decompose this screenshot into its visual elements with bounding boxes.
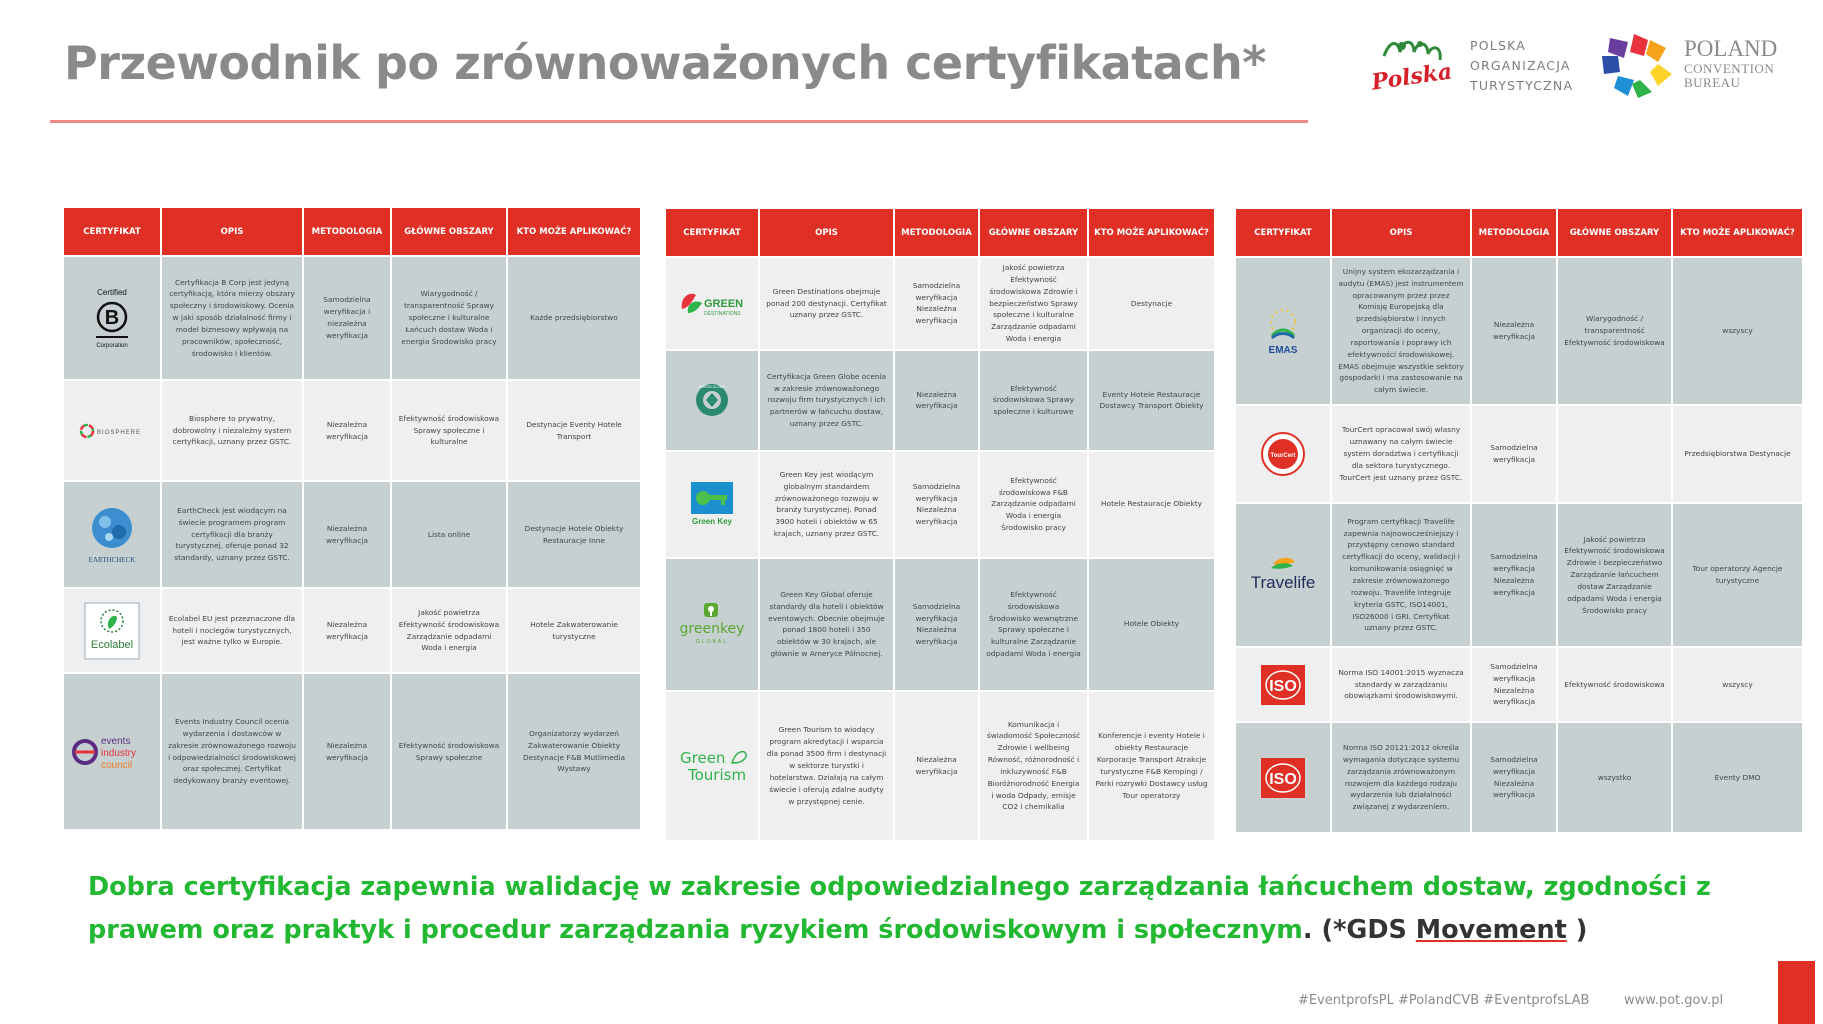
header-obszary: GŁÓWNE OBSZARY: [979, 208, 1088, 257]
table-row: [665, 350, 1215, 451]
pcb-wordmark: [1684, 36, 1777, 90]
cert-kto: Hotele Zakwaterowanie turystyczne: [507, 588, 641, 673]
cert-metodologia: Samodzielna weryfikacja Niezależna weryfikacja: [894, 451, 979, 558]
cert-logo-cell: [63, 380, 161, 481]
gd-word-destinations: DESTINATIONS: [704, 311, 741, 318]
cert-kto: wszyscy: [1672, 647, 1803, 722]
table-row: [63, 380, 641, 481]
pot-line-1: POLSKA: [1470, 38, 1527, 53]
table-row: [665, 257, 1215, 350]
cert-opis: Green Tourism to wiodący program akredytacji i wsparcia dla ponad 3500 firm i destynacji w sektorze turystki i hotelarstwa. Działają na całym świecie i oferują zdalne audyty w przystępnej cenie.: [759, 691, 894, 841]
cert-opis: TourCert opracował swój własny uznawany na całym świecie system doradztwa i certyfikacji dla sektora turystycznego. TourCert jest uznany przez GSTC.: [1331, 405, 1471, 503]
statement-text: Dobra certyfikacja zapewnia walidację w zakresie odpowiedzialnego zarządzania łańcuchem dostaw, zgodności z prawem oraz praktyk i procedur zarządzania ryzykiem środowiskowym i społecznym: [88, 872, 1711, 945]
iso-wordmark: ISO: [1269, 677, 1297, 695]
pcb-line-3: BUREAU: [1684, 75, 1741, 90]
cert-metodologia: Samodzielna weryfikacja i niezależna weryfikacja: [303, 256, 391, 380]
b-corp-corporation-label: Corporation: [96, 343, 128, 349]
table-row: [1235, 257, 1803, 405]
cert-metodologia: Samodzielna weryfikacja Niezależna weryfikacja: [1471, 647, 1557, 722]
cert-opis: Certyfikacja Green Globe ocenia w zakresie zrównoważonego rozwoju firm turystycznych i ich partnerów w łańcuchu dostaw, uznany przez GSTC.: [759, 350, 894, 451]
cert-opis: Events Industry Council ocenia wydarzenia i dostawców w zakresie zrównoważonego rozwoju i odpowiedzialności środowiskowej oraz społecznej. Certyfikat dedykowany branży eventowej.: [161, 673, 303, 830]
iso-logo: [1260, 664, 1306, 706]
eic-logo: [71, 729, 153, 775]
cert-logo-cell: [665, 691, 759, 841]
cert-obszary: Wiarygodność / transparentność Sprawy społeczne i kulturalne Łańcuch dostaw Woda i energia Środowisko pracy: [391, 256, 507, 380]
cert-metodologia: Niezależna weryfikacja: [894, 350, 979, 451]
cert-kto: Każde przedsiębiorstwo: [507, 256, 641, 380]
travelife-logo: [1243, 554, 1323, 596]
header-opis: OPIS: [759, 208, 894, 257]
table-row: [63, 481, 641, 588]
cert-opis: Norma ISO 14001:2015 wyznacza standardy w zarządzaniu obowiązkami środowiskowymi.: [1331, 647, 1471, 722]
tourcert-wordmark: TourCert: [1270, 453, 1296, 459]
table-header-row: [665, 208, 1215, 257]
table-header-row: [63, 207, 641, 256]
cert-obszary: Efektywność środowiskowa Sprawy społeczne i kulturowe: [979, 350, 1088, 451]
emas-logo: [1258, 304, 1308, 358]
cert-obszary: Jakość powietrza Efektywność środowiskowa Zdrowie i bezpieczeństwo Zarządzanie łańcuchem dostaw Zarządzanie odpadami Woda i energia Środowisko pracy: [1557, 503, 1672, 647]
tourcert-logo: [1258, 429, 1308, 479]
emas-wordmark: EMAS: [1268, 345, 1298, 356]
cert-logo-cell: [1235, 405, 1331, 503]
pot-wordmark: [1470, 36, 1573, 96]
cert-kto: Przedsiębiorstwa Destynacje: [1672, 405, 1803, 503]
gt-word-tourism: Tourism: [688, 765, 747, 784]
cert-obszary: Efektywność środowiskowa Sprawy społeczne i kulturalne: [391, 380, 507, 481]
cert-metodologia: Niezależna weryfikacja: [303, 673, 391, 830]
cert-opis: Ecolabel EU jest przeznaczone dla hoteli i noclegów turystycznych, jest ważne tylko w Europie.: [161, 588, 303, 673]
gd-word-green: GREEN: [704, 298, 744, 311]
cert-logo-cell: [1235, 257, 1331, 405]
statement-source-suffix: ): [1566, 915, 1588, 945]
cert-kto: Hotele Obiekty: [1088, 558, 1215, 691]
table-row: [1235, 722, 1803, 833]
cert-kto: wszyscy: [1672, 257, 1803, 405]
cert-metodologia: Samodzielna weryfikacja: [1471, 405, 1557, 503]
cert-obszary: Jakość powietrza Efektywność środowiskowa Zdrowie i bezpieczeństwo Sprawy społeczne i kulturalne Zarządzanie odpadami Woda i energia: [979, 257, 1088, 350]
ecolabel-wordmark: Ecolabel: [90, 638, 134, 651]
header-metodologia: METODOLOGIA: [1471, 208, 1557, 257]
cert-kto: Destynacje: [1088, 257, 1215, 350]
cert-opis: Biosphere to prywatny, dobrowolny i niezależny system certyfikacji, uznany przez GSTC.: [161, 380, 303, 481]
green-destinations-logo: [674, 285, 750, 321]
cert-kto: Tour operatorzy Agencje turystyczne: [1672, 503, 1803, 647]
cert-kto: Hotele Restauracje Obiekty: [1088, 451, 1215, 558]
cert-opis: Certyfikacja B Corp jest jedyną certyfikacją, która mierzy obszary społeczny i środowiskowy. Ocenia w jaki sposób działalność firmy i model biznesowy wpływają na pracowników, społeczność, środowisko i klientów.: [161, 256, 303, 380]
table-row: [1235, 647, 1803, 722]
header-obszary: GŁÓWNE OBSZARY: [391, 207, 507, 256]
cert-obszary: Komunikacja i świadomość Społeczność Zdrowie i wellbeing Równość, różnorodność i inkluzywność F&B Bioróżnorodność Energia i woda Odpady, emisje CO2 i chemikalia: [979, 691, 1088, 841]
iso-logo: [1260, 757, 1306, 799]
biosphere-logo: [77, 421, 147, 441]
cert-logo-cell: [665, 350, 759, 451]
header-metodologia: METODOLOGIA: [303, 207, 391, 256]
cert-logo-cell: [665, 257, 759, 350]
pcb-line-2: CONVENTION: [1684, 61, 1775, 76]
cert-logo-cell: [665, 558, 759, 691]
cert-logo-cell: [63, 673, 161, 830]
header-metodologia: METODOLOGIA: [894, 208, 979, 257]
table-row: [1235, 405, 1803, 503]
corner-accent-bar: [1778, 961, 1815, 1024]
cert-kto: Konferencje i eventy Hotele i obiekty Restauracje Korporacje Transport Atrakcje turystyczne F&B Kempingi / Parki rozrywki Dostawcy usług Tour operatorzy: [1088, 691, 1215, 841]
table-row: [665, 451, 1215, 558]
statement-source-prefix: . (*GDS: [1302, 915, 1416, 945]
cert-obszary: [1557, 405, 1672, 503]
cert-kto: Destynacje Hotele Obiekty Restauracje Inne: [507, 481, 641, 588]
green-tourism-logo: [674, 745, 750, 787]
cert-obszary: Wiarygodność / transparentność Efektywność środowiskowa: [1557, 257, 1672, 405]
cert-obszary: Efektywność środowiskowa F&B Zarządzanie odpadami Woda i energia Środowisko pracy: [979, 451, 1088, 558]
green-globe-ring-text: GREEN GLOBE: [699, 385, 725, 390]
header-certyfikat: CERTYFIKAT: [1235, 208, 1331, 257]
earthcheck-wordmark: EARTHCHECK: [88, 555, 136, 564]
cert-obszary: Efektywność środowiskowa Sprawy społeczne: [391, 673, 507, 830]
table-row: [665, 558, 1215, 691]
pot-line-3: TURYSTYCZNA: [1470, 78, 1574, 93]
travelife-wordmark: Travelife: [1250, 573, 1316, 592]
page-title: Przewodnik po zrównoważonych certyfikatach*: [64, 36, 1266, 90]
header-obszary: GŁÓWNE OBSZARY: [1557, 208, 1672, 257]
cert-metodologia: Niezależna weryfikacja: [303, 380, 391, 481]
cert-opis: Unijny system ekozarządzania i audytu (EMAS) jest instrumentem opracowanym przez przez Komisję Europejską dla przedsiębiorstw i innych organizacji do oceny, raportowania i poprawy ich efektywności środowiskowej. EMAS obejmuje wszystkie sektory gospodarki i ma zastosowanie na całym świecie.: [1331, 257, 1471, 405]
cert-logo-cell: [63, 256, 161, 380]
cert-kto: Destynacje Eventy Hotele Transport: [507, 380, 641, 481]
table-row: [63, 588, 641, 673]
statement-source-link[interactable]: Movement: [1415, 915, 1567, 945]
cert-opis: Green Destinations obejmuje ponad 200 destynacji. Certyfikat uznany przez GSTC.: [759, 257, 894, 350]
b-corp-logo: [82, 283, 142, 353]
cert-opis: Norma ISO 20121:2012 określa wymagania dotyczące systemu zarządzania zrównoważonym rozwojem dla każdego rodzaju wydarzenia lub działalności związanej z wydarzeniem.: [1331, 722, 1471, 833]
b-corp-certified-label: Certified: [97, 288, 127, 297]
header-kto: KTO MOŻE APLIKOWAĆ?: [507, 207, 641, 256]
certificates-table-3: [1234, 207, 1804, 834]
cert-metodologia: Niezależna weryfikacja: [894, 691, 979, 841]
cert-kto: Eventy Hotele Restauracje Dostawcy Transport Obiekty: [1088, 350, 1215, 451]
cert-opis: Program certyfikacji Travelife zapewnia najnowocześniejszy i przystępny cenowo standard certyfikacji do oceny, walidacji i komunikowania osiągnięć w zakresie zrównoważonego rozwoju. Travelife integruje kryteria GSTC, ISO14001, ISO26000 i GRI. Certyfikat uznany przez GSTC.: [1331, 503, 1471, 647]
gkg-wordmark: greenkey: [679, 621, 745, 638]
header-kto: KTO MOŻE APLIKOWAĆ?: [1672, 208, 1803, 257]
green-globe-logo: [692, 380, 732, 420]
polska-logo: [1370, 34, 1454, 96]
cert-obszary: Efektywność środowiskowa: [1557, 647, 1672, 722]
cert-obszary: Lista online: [391, 481, 507, 588]
cert-logo-cell: [1235, 647, 1331, 722]
eic-word-events: events: [101, 735, 131, 747]
summary-statement: [88, 866, 1818, 952]
cert-metodologia: Samodzielna weryfikacja Niezależna weryfikacja: [1471, 722, 1557, 833]
cert-opis: Green Key Global oferuje standardy dla hoteli i obiektów eventowych. Obecnie obejmuje ponad 1800 hoteli i 350 obiektów w 30 krajach, ale głównie w Ameryce Północnej.: [759, 558, 894, 691]
green-key-logo: [687, 480, 737, 528]
cert-metodologia: Samodzielna weryfikacja Niezależna weryfikacja: [1471, 503, 1557, 647]
title-underline: [50, 120, 1308, 123]
cert-obszary: Efektywność środowiskowa Środowisko wewnętrzne Sprawy społeczne i kulturalne Zarządzanie odpadami Woda i energia: [979, 558, 1088, 691]
cert-logo-cell: [63, 481, 161, 588]
iso-wordmark: ISO: [1269, 770, 1297, 788]
cert-kto: Eventy DMO: [1672, 722, 1803, 833]
certificates-table-2: [664, 207, 1216, 842]
table-row: [63, 673, 641, 830]
cert-metodologia: Niezależna weryfikacja: [303, 588, 391, 673]
earthcheck-logo: [79, 504, 145, 566]
pcb-flower-logo: [1596, 30, 1676, 100]
cert-metodologia: Samodzielna weryfikacja Niezależna weryfikacja: [894, 257, 979, 350]
green-key-global-logo: [674, 601, 750, 647]
pot-line-2: ORGANIZACJA: [1470, 58, 1571, 73]
ecolabel-logo: [83, 601, 141, 661]
certificates-table-1: [62, 206, 642, 831]
cert-metodologia: Samodzielna weryfikacja Niezależna weryfikacja: [894, 558, 979, 691]
footer-hashtags: #EventprofsPL #PolandCVB #EventprofsLAB: [1298, 993, 1590, 1008]
table-row: [665, 691, 1215, 841]
cert-logo-cell: [665, 451, 759, 558]
cert-kto: Organizatorzy wydarzeń Zakwaterowanie Obiekty Destynacje F&B Mutlimedia Wystawy: [507, 673, 641, 830]
cert-logo-cell: [1235, 503, 1331, 647]
cert-logo-cell: [1235, 722, 1331, 833]
cert-logo-cell: [63, 588, 161, 673]
header-opis: OPIS: [161, 207, 303, 256]
footer-url[interactable]: www.pot.gov.pl: [1624, 993, 1724, 1008]
header-kto: KTO MOŻE APLIKOWAĆ?: [1088, 208, 1215, 257]
polska-wordmark: Polska: [1370, 58, 1454, 96]
eic-word-council: council: [101, 759, 133, 771]
cert-obszary: Jakość powietrza Efektywność środowiskowa Zarządzanie odpadami Woda i energia: [391, 588, 507, 673]
pcb-line-1: POLAND: [1684, 36, 1778, 61]
cert-metodologia: Niezależna weryfikacja: [1471, 257, 1557, 405]
cert-opis: Green Key jest wiodącym globalnym standardem zrównoważonego rozwoju w branży turystycznej. Ponad 3900 hoteli i obiektów w 65 krajach, uznany przez GSTC.: [759, 451, 894, 558]
gkg-global-label: GLOBAL: [695, 639, 729, 646]
header-certyfikat: CERTYFIKAT: [63, 207, 161, 256]
table-row: [1235, 503, 1803, 647]
header-certyfikat: CERTYFIKAT: [665, 208, 759, 257]
green-key-wordmark: Green Key: [691, 517, 733, 527]
cert-opis: EarthCheck jest wiodącym na świecie programem program certyfikacji dla branży turystycznej, oferuje ponad 32 standardy, uznany przez GSTC.: [161, 481, 303, 588]
table-row: [63, 256, 641, 380]
cert-obszary: wszystko: [1557, 722, 1672, 833]
cert-metodologia: Niezależna weryfikacja: [303, 481, 391, 588]
biosphere-wordmark: BIOSPHERE: [97, 429, 142, 436]
eic-word-industry: industry: [101, 747, 137, 759]
gt-word-green: Green: [680, 748, 726, 767]
header-opis: OPIS: [1331, 208, 1471, 257]
b-corp-mark: B: [104, 307, 120, 329]
table-header-row: [1235, 208, 1803, 257]
